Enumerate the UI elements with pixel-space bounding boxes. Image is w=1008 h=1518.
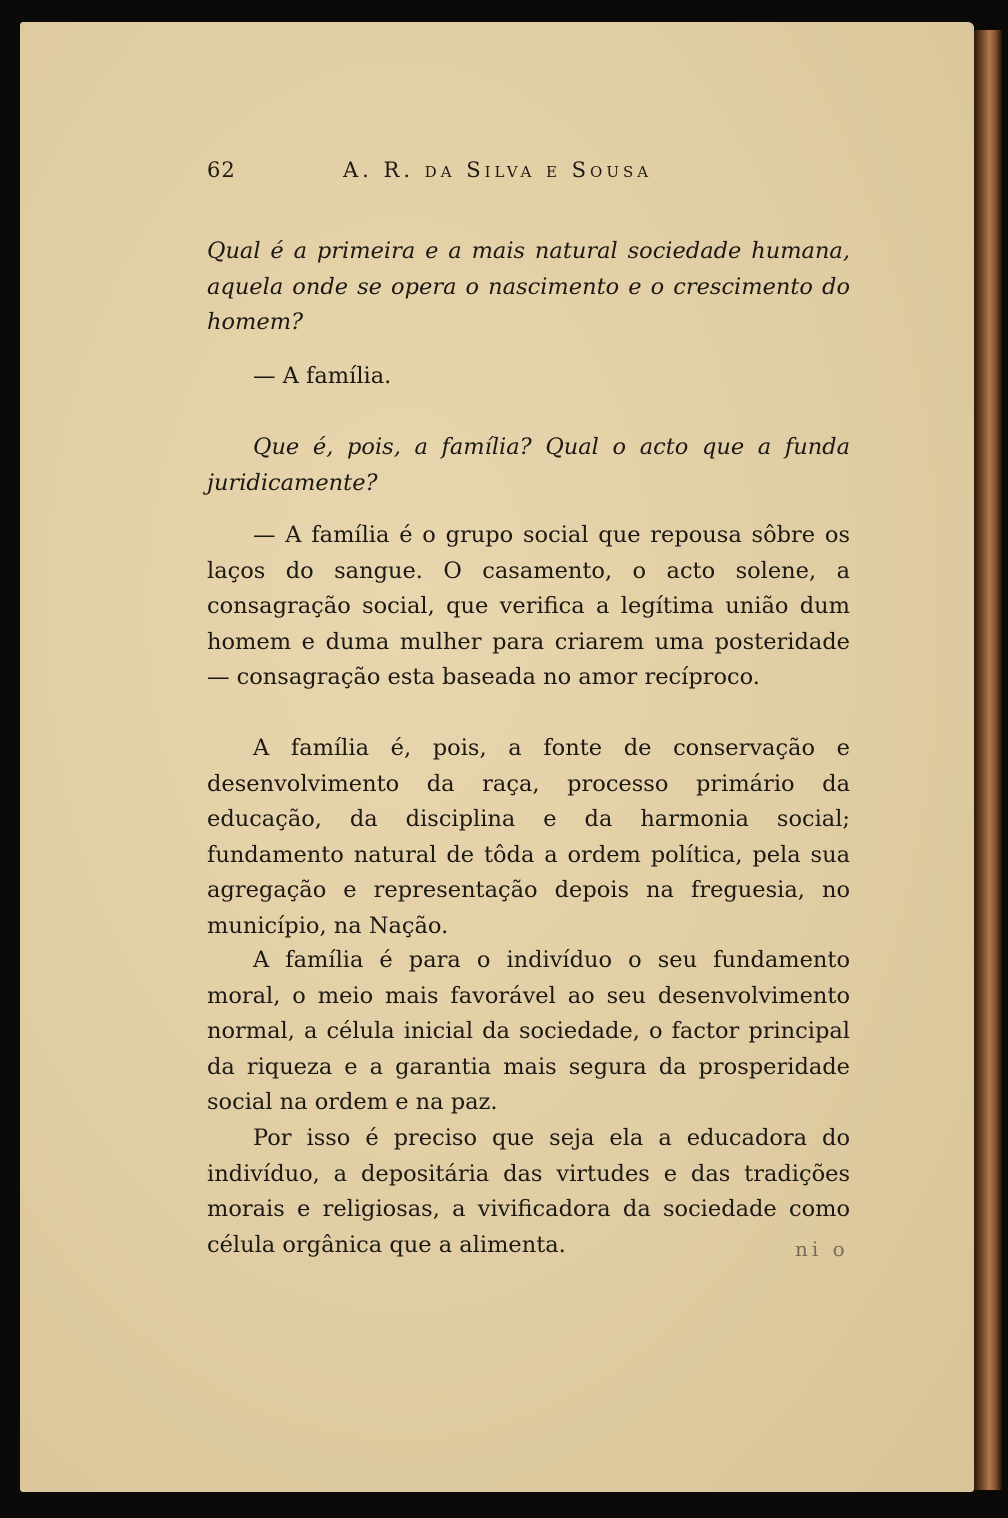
paragraph-3: Por isso é preciso que seja ela a educadora do indivíduo, a depositária das virtudes e das tradições morais e religiosas, a vivificadora da sociedade como célula orgânica que a alimenta. bbox=[207, 1125, 850, 1258]
question-2: Que é, pois, a família? Qual o acto que a funda juridicamente? bbox=[207, 434, 850, 496]
page-number: 62 bbox=[207, 158, 236, 182]
page-header bbox=[207, 158, 847, 188]
running-title: A. R. da Silva e Sousa bbox=[343, 158, 653, 182]
paragraph-2: A família é para o indivíduo o seu fundamento moral, o meio mais favorável ao seu desenvolvimento normal, a célula inicial da sociedade, o factor principal da riqueza e a garantia mais segura da prosperidade social na ordem e na paz. bbox=[207, 947, 850, 1115]
answer-1: — A família. bbox=[253, 363, 392, 389]
paragraph-1: A família é, pois, a fonte de conservação e desenvolvimento da raça, processo primário da educação, da disciplina e da harmonia social; fundamento natural de tôda a ordem política, pela sua agregação e representação depois na freguesia, no município, na Nação. bbox=[207, 735, 850, 939]
answer-2: — A família é o grupo social que repousa sôbre os laços do sangue. O casamento, o acto solene, a consagração social, que verifica a legítima união dum homem e duma mulher para criarem uma posteridade — consagração esta baseada no amor recíproco. bbox=[207, 522, 850, 690]
page-edge bbox=[974, 30, 1002, 1490]
margin-fragment: ni o bbox=[795, 1237, 849, 1261]
question-1: Qual é a primeira e a mais natural sociedade humana, aquela onde se opera o nascimento e o crescimento do homem? bbox=[207, 238, 850, 335]
